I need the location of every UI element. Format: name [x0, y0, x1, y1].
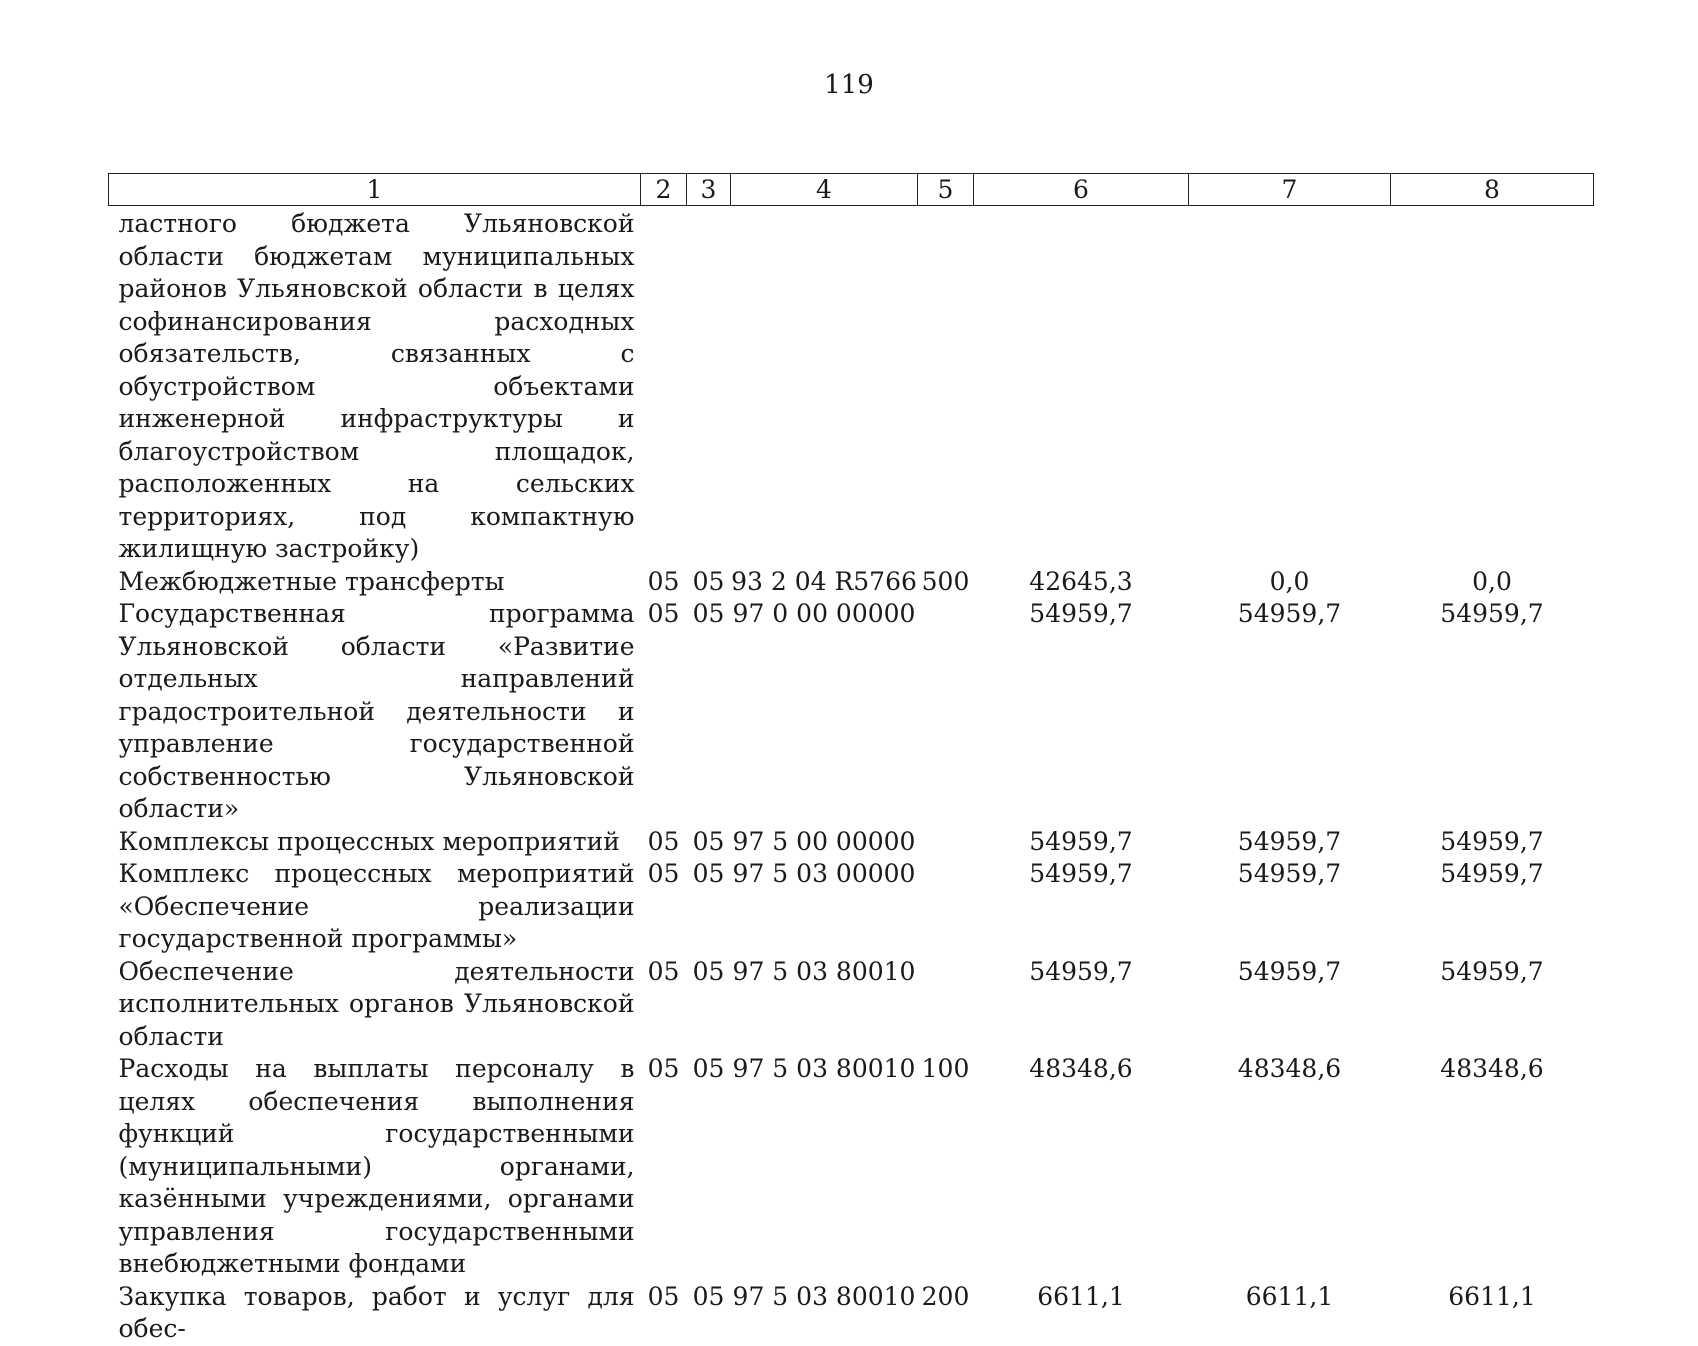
row-name: Государственная программа Ульяновской области «Развитие отдельных направлений градостроительной деятельности и управление государственной собственностью Ульяновской области» — [118, 599, 635, 823]
row-section: 05 — [647, 1054, 680, 1083]
header-col-2: 2 — [641, 174, 687, 206]
row-amount-col6: 54959,7 — [1029, 859, 1133, 888]
row-subsection: 05 — [692, 599, 725, 628]
row-subsection: 05 — [692, 1281, 725, 1311]
row-subsection: 05 — [692, 1054, 725, 1083]
row-expense-type — [918, 956, 974, 1054]
row-name: Обеспечение деятельности исполнительных органов Ульяновской области — [118, 956, 635, 1051]
table-header — [109, 174, 1594, 206]
header-col-5: 5 — [918, 174, 974, 206]
row-amount-col6: 6611,1 — [1037, 1281, 1125, 1311]
row-amount-col7: 54959,7 — [1237, 599, 1342, 628]
table-row — [109, 826, 1594, 859]
row-section: 05 — [647, 859, 680, 888]
row-section: 05 — [647, 956, 680, 986]
header-row — [109, 174, 1594, 206]
row-amount-col7: 54959,7 — [1237, 859, 1342, 888]
row-target-article: 97 5 00 00000 — [732, 826, 916, 856]
row-amount-col8: 54959,7 — [1440, 956, 1544, 986]
row-amount-col7: 6611,1 — [1245, 1281, 1334, 1311]
row-amount-col8: 0,0 — [1472, 566, 1512, 596]
row-name: Расходы на выплаты персоналу в целях обеспечения выполнения функций государственными (муниципальными) органами, казёнными учреждениями, органами управления государственными внебюджетными фондами — [118, 1054, 635, 1278]
row-amount-col6: 54959,7 — [1029, 826, 1133, 856]
row-amount-col6: 48348,6 — [1029, 1054, 1133, 1083]
row-name: ластного бюджета Ульяновской области бюджетам муниципальных районов Ульяновской области в целях софинансирования расходных обязательств, связанных с обустройством объектами инженерной инфраструктуры и благоустройством площадок, расположенных на сельских территориях, под компактную жилищную застройку) — [118, 209, 635, 563]
row-target-article: 97 5 03 80010 — [732, 956, 916, 986]
row-section: 05 — [647, 566, 680, 596]
table-row — [109, 1281, 1594, 1346]
table-row — [109, 566, 1594, 599]
header-col-6: 6 — [974, 174, 1189, 206]
table-row — [109, 1053, 1594, 1281]
row-name: Комплексы процессных мероприятий — [118, 826, 620, 856]
row-amount-col8: 54959,7 — [1440, 859, 1544, 888]
row-section — [641, 206, 687, 566]
row-subsection — [687, 206, 731, 566]
table-body — [109, 206, 1594, 1346]
row-section: 05 — [647, 599, 680, 628]
row-name: Закупка товаров, работ и услуг для обес- — [118, 1281, 635, 1343]
row-section: 05 — [647, 1281, 680, 1311]
row-expense-type — [918, 598, 974, 826]
row-amount-col7: 0,0 — [1269, 566, 1310, 596]
row-expense-type — [918, 206, 974, 566]
row-target-article: 97 5 03 80010 — [732, 1054, 916, 1083]
row-target-article: 97 5 03 00000 — [732, 859, 916, 888]
row-subsection: 05 — [692, 859, 725, 888]
row-amount-col8: 6611,1 — [1448, 1281, 1536, 1311]
row-expense-type: 200 — [921, 1281, 970, 1311]
row-subsection: 05 — [692, 826, 725, 856]
row-amount-col7 — [1189, 206, 1391, 566]
header-col-7: 7 — [1189, 174, 1391, 206]
row-amount-col8 — [1391, 206, 1594, 566]
row-amount-col7: 54959,7 — [1237, 956, 1342, 986]
row-name: Межбюджетные трансферты — [118, 566, 505, 596]
row-subsection: 05 — [692, 956, 725, 986]
row-subsection: 05 — [692, 566, 725, 596]
budget-table — [108, 173, 1594, 1346]
row-amount-col6: 42645,3 — [1029, 566, 1133, 596]
header-col-4: 4 — [731, 174, 918, 206]
row-amount-col8: 54959,7 — [1440, 599, 1544, 628]
row-name: Комплекс процессных мероприятий «Обеспечение реализации государственной программы» — [118, 859, 635, 953]
row-amount-col6 — [974, 206, 1189, 566]
header-col-1: 1 — [109, 174, 641, 206]
row-section: 05 — [647, 826, 680, 856]
row-expense-type — [918, 858, 974, 956]
row-amount-col7: 48348,6 — [1237, 1054, 1342, 1083]
row-target-article: 93 2 04 R5766 — [731, 566, 917, 596]
table-row — [109, 956, 1594, 1054]
row-target-article — [731, 206, 918, 566]
row-expense-type: 500 — [921, 566, 970, 596]
row-amount-col8: 48348,6 — [1440, 1054, 1544, 1083]
row-target-article: 97 0 00 00000 — [732, 599, 916, 628]
table-row — [109, 206, 1594, 566]
row-amount-col6: 54959,7 — [1029, 956, 1133, 986]
table-row — [109, 598, 1594, 826]
header-col-3: 3 — [687, 174, 731, 206]
table-row — [109, 858, 1594, 956]
row-target-article: 97 5 03 80010 — [732, 1281, 916, 1311]
row-amount-col7: 54959,7 — [1237, 826, 1342, 856]
row-amount-col8: 54959,7 — [1440, 826, 1544, 856]
row-amount-col6: 54959,7 — [1029, 599, 1133, 628]
header-col-8: 8 — [1391, 174, 1594, 206]
page-number: 119 — [824, 70, 874, 100]
row-expense-type: 100 — [921, 1054, 970, 1083]
row-expense-type — [918, 826, 974, 859]
